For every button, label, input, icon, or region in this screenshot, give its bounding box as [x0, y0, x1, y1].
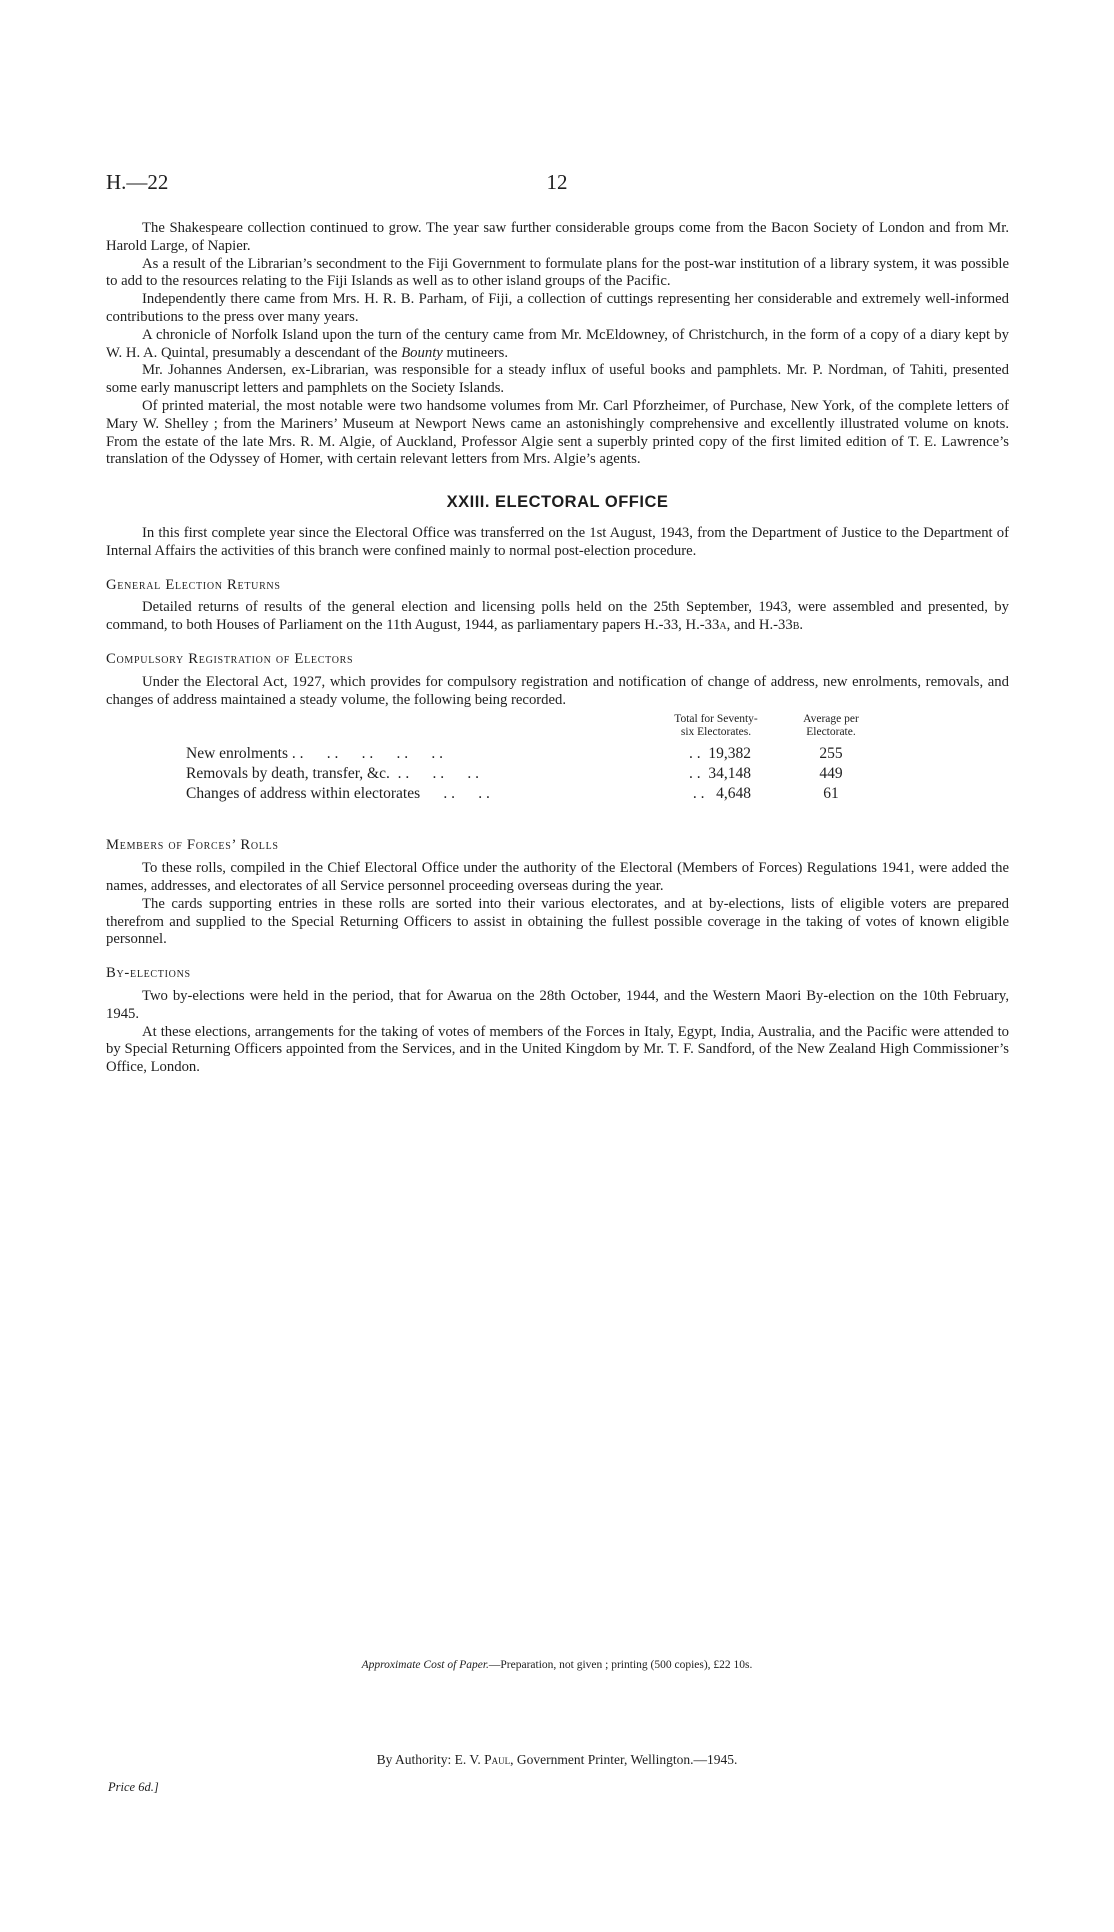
subheading-compulsory-registration: Compulsory Registration of Electors: [106, 650, 354, 667]
paragraph-general-returns: Detailed returns of results of the general election and licensing polls held on the 25th September, 1943, were assembled and presented, by command, to both Houses of Parliament on the 11th August, 1944, as parliamentary papers H.-33, H.-33a, and H.-33b.: [106, 599, 1009, 634]
table-row: Removals by death, transfer, &c. . . . . . . . . 34,148 449: [186, 765, 843, 783]
paragraph-forces-cards: The cards supporting entries in these rolls are sorted into their various electorates, and at by-elections, lists of eligible voters are prepared therefrom and supplied to the Special Returning Officers to assist in obtaining the fullest possible coverage in the taking of votes of known eligible personnel.: [106, 895, 1009, 948]
cost-label: Approximate Cost of Paper.: [361, 1659, 489, 1671]
paragraph-printed-material: Of printed material, the most notable were two handsome volumes from Mr. Carl Pforzheimer, of Purchase, New York, of the complete letters of Mary W. Shelley ; from the Mariners’ Museum at Newport News came an astonishingly comprehensive and excellently illustrated volume on knots. From the estate of the late Mrs. R. M. Algie, of Auckland, Professor Algie sent a superbly printed copy of the first limited edition of T. E. Lawrence’s translation of the Odyssey of Homer, with certain relevant letters from Mrs. Algie’s agents.: [106, 397, 1009, 468]
table-row: Changes of address within electorates . . . . . . 4,648 61: [186, 785, 839, 803]
price-note: Price 6d.]: [108, 1780, 159, 1794]
paragraph-shakespeare: The Shakespeare collection continued to grow. The year saw further considerable groups come from the Bacon Society of London and from Mr. Harold Large, of Napier.: [106, 220, 1009, 254]
bounty-ship-name: Bounty: [401, 344, 443, 361]
paragraph-fiji: As a result of the Librarian’s secondment to the Fiji Government to formulate plans for the post-war institution of a library system, it was possible to add to the resources relating to the Fiji Islands as well as to other island groups of the Pacific.: [106, 255, 1009, 290]
paragraph-norfolk: A chronicle of Norfolk Island upon the turn of the century came from Mr. McEldowney, of Christchurch, in the form of a copy of a diary kept by W. H. A. Quintal, presumably a descendant of the Bounty mutineers.: [106, 326, 1009, 361]
page-number: 12: [546, 170, 568, 194]
paragraph-forces-rolls: To these rolls, compiled in the Chief Electoral Office under the authority of the Electoral (Members of Forces) Regulations 1941, were added the names, addresses, and electorates of all Service personnel proceeding overseas during the year.: [106, 860, 1009, 894]
subheading-general-returns: General Election Returns: [106, 576, 281, 593]
section-title: XXIII. ELECTORAL OFFICE: [446, 493, 669, 512]
column-header-total: Total for Seventy- six Electorates.: [674, 713, 758, 739]
section-intro: In this first complete year since the Electoral Office was transferred on the 1st August, 1943, from the Department of Justice to the Department of Internal Affairs the activities of this branch were confined mainly to normal post-election procedure.: [106, 524, 1009, 559]
subheading-by-elections: By-elections: [106, 965, 191, 982]
authority-line: By Authority: E. V. Paul, Government Printer, Wellington.—1945.: [376, 1752, 738, 1767]
paragraph-by-elections: Two by-elections were held in the period, that for Awarua on the 28th October, 1944, and the Western Maori By-election on the 10th February, 1945.: [106, 987, 1009, 1022]
registration-table: [106, 713, 1009, 821]
paragraph-andersen: Mr. Johannes Andersen, ex-Librarian, was responsible for a steady influx of useful books and pamphlets. Mr. P. Nordman, of Tahiti, presented some early manuscript letters and pamphlets on the Society Islands.: [106, 362, 1009, 397]
paragraph-compulsory: Under the Electoral Act, 1927, which provides for compulsory registration and notification of change of address, new enrolments, removals, and changes of address maintained a steady volume, the following being recorded.: [106, 673, 1009, 708]
page-header: [106, 170, 1008, 200]
paragraph-election-arrangements: At these elections, arrangements for the taking of votes of members of the Forces in Italy, Egypt, India, Australia, and the Pacific were attended to by Special Returning Officers appointed from the Services, and in the United Kingdom by Mr. T. F. Sandford, of the New Zealand High Commissioner’s Office, London.: [106, 1023, 1009, 1076]
subheading-forces-rolls: Members of Forces’ Rolls: [106, 837, 279, 854]
document-reference: H.—22: [106, 170, 169, 194]
body-text: [106, 220, 1009, 1077]
cost-text: —Preparation, not given ; printing (500 copies), £22 10s.: [488, 1659, 753, 1671]
cost-note: [0, 1659, 1114, 1671]
paragraph-parham: Independently there came from Mrs. H. R. B. Parham, of Fiji, a collection of cuttings representing her considerable and extremely well-informed contributions to the press over many years.: [106, 291, 1009, 325]
table-row: New enrolments . . . . . . . . . . . . 19,382 255: [186, 745, 843, 763]
printer-surname: Paul: [484, 1752, 511, 1767]
column-header-average: Average per Electorate.: [803, 713, 859, 739]
